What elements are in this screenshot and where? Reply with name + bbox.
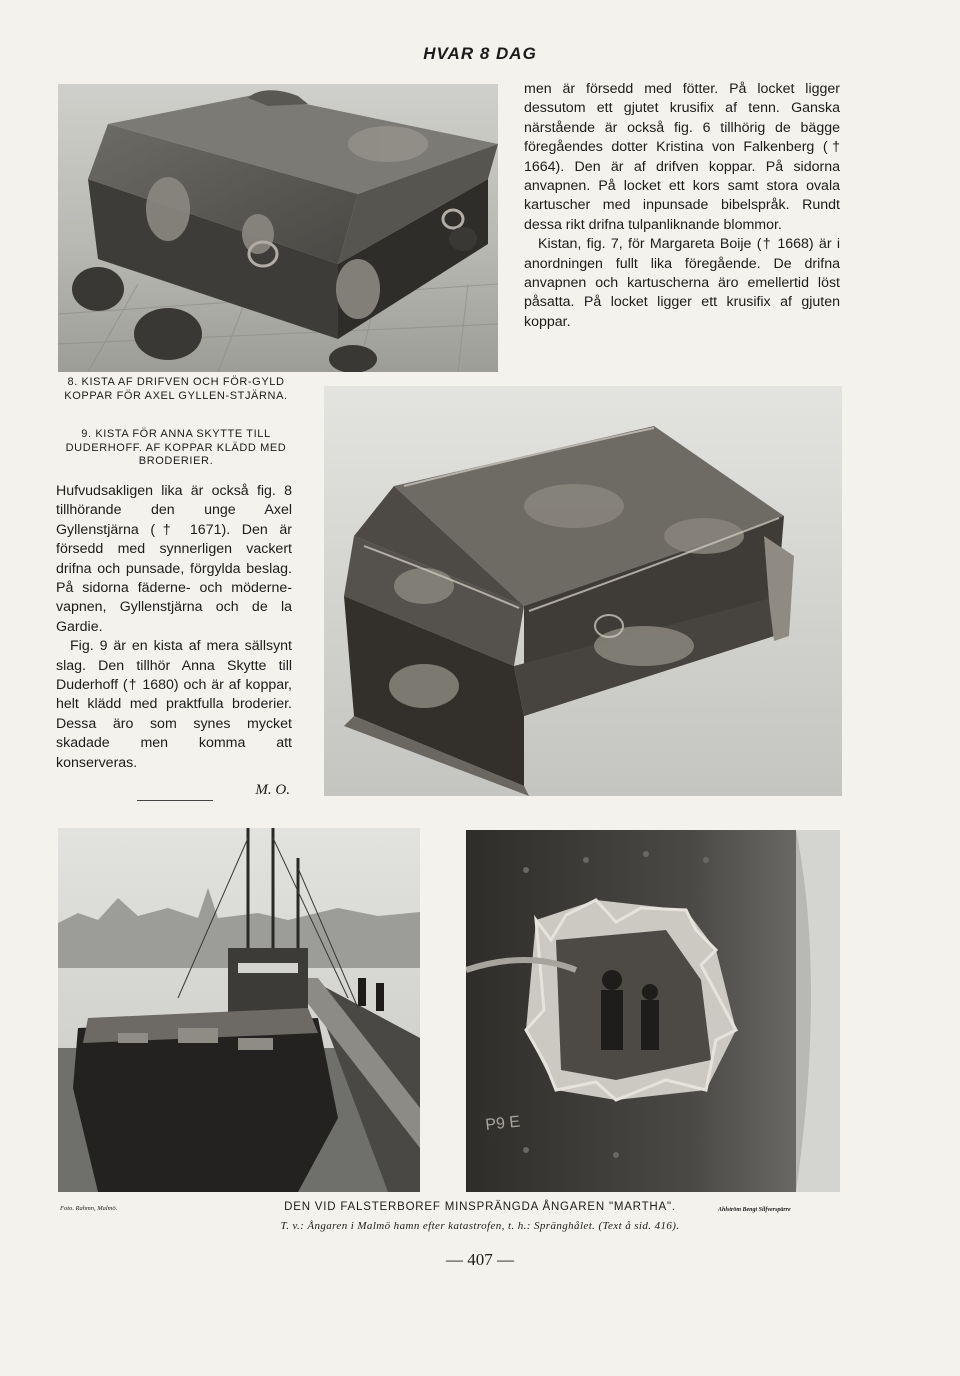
svg-text:P9 E: P9 E (484, 1113, 521, 1134)
photo-credit-left: Foto. Rahmn, Malmö. (60, 1205, 118, 1212)
paragraph: Fig. 9 är en kista af mera sällsynt slag. Den tillhör Anna Skytte till Duderhoff († 1680) och är af koppar, helt klädd med praktfulla broderier. Dessa äro som synes mycket skadade men komma att konserveras. (56, 638, 292, 771)
bottom-caption: DEN VID FALSTERBOREF MINSPRÄNGDA ÅNGAREN "MARTHA". (284, 1201, 676, 1213)
photo-explosion-hole (466, 830, 840, 1192)
caption-fig-8: 8. KISTA AF DRIFVEN OCH FÖR-GYLD KOPPAR FÖR AXEL GYLLEN-STJÄRNA. (64, 376, 288, 402)
left-column-text (56, 482, 292, 773)
signature-rule (137, 800, 213, 801)
paragraph: Hufvudsakligen lika är också fig. 8 tillhörande den unge Axel Gyllenstjärna († 1671). Den är försedd med synnerligen vackert drifna och punsade, förgylda beslag. På sidorna fäderne- och möderne-vapnen, Gyllenstjärna och de la Gardie. (56, 483, 292, 635)
right-column-text (524, 80, 840, 332)
page-number: — 407 — (446, 1250, 514, 1269)
caption-fig-9: 9. KISTA FÖR ANNA SKYTTE TILL DUDERHOFF. AF KOPPAR KLÄDD MED BRODERIER. (65, 428, 287, 467)
bottom-subcaption: T. v.: Ångaren i Malmö hamn efter katastrofen, t. h.: Spränghålet. (Text å sid. 416). (280, 1220, 680, 1232)
photo-steamer-martha-harbour (58, 828, 420, 1192)
paragraph: men är försedd med fötter. På locket ligger dessutom ett gjutet krusifix af tenn. Ganska närstående är också fig. 6 tillhörig de bägge föregåendes dotter Kristina von Falkenberg († 1664). Den är af drifven koppar. På sidorna anvapnen. På locket ett kors samt stora ovala kartuscher med inpunsade bibelspråk. Rundt dessa rikt drifna tulpanliknande blommor. (524, 81, 840, 233)
photo-credit-right: Ahlström Bengt Silfverspärre (718, 1207, 791, 1213)
photo-coffin-anna-skytte (324, 386, 842, 796)
paragraph: Kistan, fig. 7, för Margareta Boije († 1668) är i anordningen fullt lika föregående. De drifna anvapnen och kartuscherna äro emellertid löst påsatta. På locket ligger ett krusifix af gjuten koppar. (524, 236, 840, 330)
author-signature: M. O. (255, 782, 290, 798)
photo-coffin-axel-gyllenstjarna (58, 84, 498, 372)
page-header: HVAR 8 DAG (423, 44, 537, 63)
